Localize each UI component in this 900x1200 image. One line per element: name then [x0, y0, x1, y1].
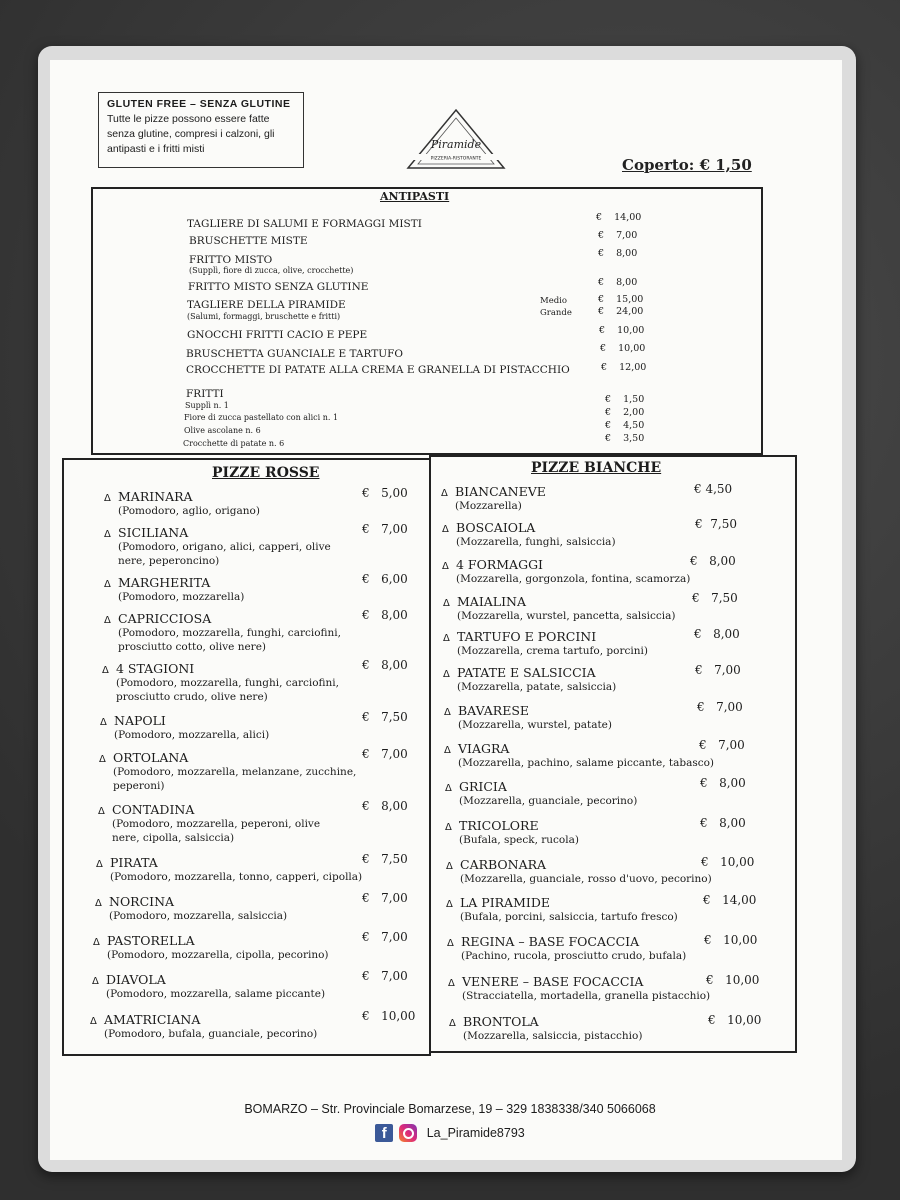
antipasto-name: TAGLIERE DI SALUMI E FORMAGGI MISTI — [187, 218, 422, 230]
triangle-icon: Δ — [441, 488, 448, 499]
antipasto-name: GNOCCHI FRITTI CACIO E PEPE — [187, 329, 368, 341]
gluten-free-notice — [98, 92, 304, 168]
fritti-title: FRITTI — [186, 388, 224, 400]
pizza-price: € 7,00 — [695, 663, 741, 677]
fritto-price: € 3,50 — [605, 433, 645, 444]
pizza-price: € 10,00 — [704, 933, 758, 947]
pizza-item — [446, 895, 678, 924]
pizza-ingredients: (Mozzarella, guanciale, rosso d'uovo, pecorino) — [460, 873, 712, 885]
antipasto-name: TAGLIERE DELLA PIRAMIDE — [187, 299, 346, 311]
pizza-ingredients: (Pomodoro, mozzarella, cipolla, pecorino) — [107, 949, 329, 961]
pizza-name: SICILIANA — [118, 525, 189, 540]
fritto-price: € 1,50 — [605, 394, 645, 405]
pizza-price: € 8,00 — [694, 627, 740, 641]
pizza-item — [442, 557, 690, 586]
pizza-item — [441, 484, 546, 513]
pizza-price: € 10,00 — [701, 855, 755, 869]
pizza-ingredients: (Mozzarella, salsiccia, pistacchio) — [463, 1030, 643, 1042]
antipasti-title: ANTIPASTI — [380, 190, 450, 203]
pizza-price: € 6,00 — [362, 572, 408, 586]
triangle-icon: Δ — [448, 978, 455, 989]
pizza-name: LA PIRAMIDE — [460, 895, 550, 910]
triangle-icon: Δ — [446, 861, 453, 872]
antipasto-price: € 14,00 — [596, 212, 642, 223]
pizza-item — [445, 779, 637, 808]
gluten-free-title: GLUTEN FREE – SENZA GLUTINE — [107, 98, 291, 110]
triangle-icon: Δ — [446, 899, 453, 910]
triangle-icon: Δ — [104, 579, 111, 590]
instagram-handle[interactable]: La_Piramide8793 — [426, 1126, 525, 1140]
pizza-name: MARINARA — [118, 489, 193, 504]
antipasto-name: CROCCHETTE DI PATATE ALLA CREMA E GRANELLA DI PISTACCHIO — [186, 364, 570, 376]
pizza-item — [100, 713, 269, 742]
pizza-name: ORTOLANA — [113, 750, 189, 765]
pizza-ingredients: (Pomodoro, aglio, origano) — [118, 505, 260, 517]
pizza-ingredients: (Mozzarella, wurstel, patate) — [458, 719, 612, 731]
antipasto-price: € 10,00 — [600, 343, 646, 354]
pizza-name: VENERE – BASE FOCACCIA — [462, 974, 644, 989]
pizza-price: € 7,50 — [692, 591, 738, 605]
pizza-name: BRONTOLA — [463, 1014, 539, 1029]
pizza-item — [102, 661, 342, 704]
antipasto-price: € 10,00 — [599, 325, 645, 336]
antipasto-name: FRITTO MISTO SENZA GLUTINE — [188, 281, 369, 293]
size-label: Grande — [540, 308, 572, 318]
pizza-name: GRICIA — [459, 779, 507, 794]
pizza-price: € 4,50 — [694, 482, 733, 496]
triangle-icon: Δ — [447, 938, 454, 949]
pizza-price: € 7,00 — [699, 738, 745, 752]
fritto-name: Supplì n. 1 — [185, 401, 229, 410]
pizza-item — [104, 611, 344, 654]
antipasto-price: € 8,00 — [598, 248, 638, 259]
pizza-price: € 8,00 — [362, 799, 408, 813]
antipasto-name: FRITTO MISTO — [189, 254, 273, 266]
pizza-name: REGINA – BASE FOCACCIA — [461, 934, 640, 949]
pizza-price: € 8,00 — [700, 816, 746, 830]
pizza-price: € 8,00 — [362, 608, 408, 622]
pizza-price: € 10,00 — [362, 1009, 416, 1023]
pizza-ingredients: (Bufala, speck, rucola) — [459, 834, 579, 846]
triangle-icon: Δ — [102, 665, 109, 676]
pizza-item — [443, 629, 648, 658]
pizza-item — [99, 750, 359, 793]
triangle-icon: Δ — [104, 493, 111, 504]
pizza-item — [93, 933, 329, 962]
pizza-item — [443, 665, 616, 694]
pizza-ingredients: (Stracciatella, mortadella, granella pistacchio) — [462, 990, 711, 1002]
pizza-ingredients: (Mozzarella, guanciale, pecorino) — [459, 795, 638, 807]
antipasto-price: € 7,00 — [598, 230, 638, 241]
pizza-item — [445, 818, 579, 847]
pizza-item — [446, 857, 712, 886]
pizza-ingredients: (Mozzarella, pachino, salame piccante, tabasco) — [458, 757, 715, 769]
pizza-name: NORCINA — [109, 894, 175, 909]
pizza-price: € 8,00 — [700, 776, 746, 790]
triangle-icon: Δ — [443, 669, 450, 680]
pizza-item — [447, 934, 686, 963]
pizza-name: PASTORELLA — [107, 933, 195, 948]
pizza-name: PATATE E SALSICCIA — [457, 665, 596, 680]
footer-social — [0, 1124, 900, 1142]
logo-subtitle: PIZZERIA-RISTORANTE — [430, 156, 482, 162]
antipasto-description: (Supplì, fiore di zucca, olive, crocchette) — [189, 266, 354, 275]
pizza-ingredients: (Mozzarella, wurstel, pancetta, salsiccia) — [457, 610, 676, 622]
logo-name: Piramide — [430, 138, 482, 151]
triangle-icon: Δ — [444, 745, 451, 756]
instagram-icon[interactable] — [399, 1124, 417, 1142]
triangle-icon: Δ — [443, 633, 450, 644]
pizza-name: MAIALINA — [457, 594, 526, 609]
fritto-name: Fiore di zucca pastellato con alici n. 1 — [184, 413, 339, 422]
pizza-ingredients: (Pomodoro, mozzarella, salame piccante) — [106, 988, 326, 1000]
triangle-icon: Δ — [98, 806, 105, 817]
antipasto-price: € 15,00 — [598, 294, 644, 305]
antipasto-description: (Salumi, formaggi, bruschette e fritti) — [187, 312, 341, 321]
coperto-price: Coperto: € 1,50 — [622, 156, 752, 174]
pizza-ingredients: (Pomodoro, mozzarella, peperoni, olive nere, cipolla, salsiccia) — [112, 818, 321, 844]
pizza-ingredients: (Pomodoro, mozzarella, funghi, carciofini, prosciutto crudo, olive nere) — [116, 677, 339, 703]
pizza-name: NAPOLI — [114, 713, 166, 728]
triangle-icon: Δ — [100, 717, 107, 728]
triangle-icon: Δ — [93, 937, 100, 948]
triangle-icon: Δ — [442, 561, 449, 572]
triangle-icon: Δ — [442, 524, 449, 535]
fritto-price: € 4,50 — [605, 420, 645, 431]
pizza-price: € 8,00 — [690, 554, 736, 568]
facebook-icon[interactable]: f — [375, 1124, 393, 1142]
pizza-price: € 14,00 — [703, 893, 757, 907]
fritto-name: Crocchette di patate n. 6 — [183, 439, 285, 448]
piramide-logo — [404, 108, 508, 172]
pizza-ingredients: (Mozzarella, crema tartufo, porcini) — [457, 645, 648, 657]
gluten-free-line: Tutte le pizze possono essere fatte — [107, 113, 270, 125]
pizza-ingredients: (Pomodoro, mozzarella, funghi, carciofini, prosciutto cotto, olive nere) — [118, 627, 341, 653]
pizza-item — [449, 1014, 642, 1043]
pizza-ingredients: (Mozzarella, patate, salsiccia) — [457, 681, 617, 693]
antipasto-price: € 8,00 — [598, 277, 638, 288]
pizza-item — [444, 741, 714, 770]
pizza-price: € 7,50 — [695, 517, 737, 531]
pizza-ingredients: (Bufala, porcini, salsiccia, tartufo fresco) — [460, 911, 678, 923]
pizza-item — [90, 1012, 317, 1041]
pizza-price: € 7,50 — [362, 852, 408, 866]
triangle-icon: Δ — [90, 1016, 97, 1027]
pizza-name: BAVARESE — [458, 703, 530, 718]
triangle-icon: Δ — [444, 707, 451, 718]
triangle-icon: Δ — [99, 754, 106, 765]
pizza-name: 4 FORMAGGI — [456, 557, 543, 572]
pizza-ingredients: (Pomodoro, mozzarella, melanzane, zucchine, peperoni) — [113, 766, 357, 792]
pizza-name: AMATRICIANA — [104, 1012, 201, 1027]
pizza-name: CONTADINA — [112, 802, 195, 817]
pizza-ingredients: (Mozzarella, gorgonzola, fontina, scamorza) — [456, 573, 691, 585]
triangle-icon: Δ — [449, 1018, 456, 1029]
pizza-item — [104, 575, 244, 604]
pizza-ingredients: (Mozzarella, funghi, salsiccia) — [456, 536, 616, 548]
pizza-price: € 7,00 — [362, 930, 408, 944]
triangle-icon: Δ — [443, 598, 450, 609]
gluten-free-line: senza glutine, compresi i calzoni, gli — [107, 128, 275, 140]
fritto-name: Olive ascolane n. 6 — [184, 426, 261, 435]
pizza-name: CARBONARA — [460, 857, 547, 872]
pizza-name: DIAVOLA — [106, 972, 166, 987]
pizza-name: PIRATA — [110, 855, 158, 870]
gluten-free-line: antipasti e i fritti misti — [107, 143, 205, 155]
pizza-name: 4 STAGIONI — [116, 661, 195, 676]
pizza-ingredients: (Pomodoro, mozzarella, salsiccia) — [109, 910, 288, 922]
pizza-item — [96, 855, 362, 884]
pizza-price: € 7,50 — [362, 710, 408, 724]
pizza-ingredients: (Pomodoro, mozzarella, alici) — [114, 729, 270, 741]
pizza-name: TARTUFO E PORCINI — [457, 629, 597, 644]
pizza-price: € 10,00 — [706, 973, 760, 987]
pizza-price: € 8,00 — [362, 658, 408, 672]
pizza-price: € 5,00 — [362, 486, 408, 500]
pizza-ingredients: (Pachino, rucola, prosciutto crudo, bufala) — [461, 950, 687, 962]
antipasto-price: € 12,00 — [601, 362, 647, 373]
pizza-price: € 7,00 — [362, 891, 408, 905]
triangle-icon: Δ — [96, 859, 103, 870]
pizza-item — [448, 974, 710, 1003]
pizza-name: CAPRICCIOSA — [118, 611, 212, 626]
pizze-rosse-title: PIZZE ROSSE — [212, 465, 320, 481]
pizza-item — [98, 802, 348, 845]
pizza-ingredients: (Pomodoro, bufala, guanciale, pecorino) — [104, 1028, 318, 1040]
pizza-item — [92, 972, 325, 1001]
pizza-ingredients: (Pomodoro, mozzarella) — [118, 591, 245, 603]
pizza-name: VIAGRA — [458, 741, 510, 756]
pizza-item — [442, 520, 616, 549]
triangle-icon: Δ — [445, 783, 452, 794]
pizza-price: € 7,00 — [697, 700, 743, 714]
pizza-item — [444, 703, 612, 732]
triangle-icon: Δ — [95, 898, 102, 909]
size-label: Medio — [540, 296, 568, 306]
pizza-ingredients: (Pomodoro, mozzarella, tonno, capperi, cipolla) — [110, 871, 363, 883]
fritto-price: € 2,00 — [605, 407, 645, 418]
antipasto-price: € 24,00 — [598, 306, 644, 317]
footer-address: BOMARZO – Str. Provinciale Bomarzese, 19 – 329 1838338/340 5066068 — [244, 1102, 656, 1116]
pizza-price: € 10,00 — [708, 1013, 762, 1027]
pizza-name: MARGHERITA — [118, 575, 211, 590]
pizza-ingredients: (Pomodoro, origano, alici, capperi, olive nere, peperoncino) — [118, 541, 331, 567]
pizza-name: TRICOLORE — [459, 818, 539, 833]
pizza-item — [95, 894, 287, 923]
triangle-icon: Δ — [92, 976, 99, 987]
pizza-price: € 7,00 — [362, 969, 408, 983]
pizza-item — [104, 489, 260, 518]
pizza-item — [443, 594, 675, 623]
pizza-name: BOSCAIOLA — [456, 520, 536, 535]
pizza-name: BIANCANEVE — [455, 484, 546, 499]
triangle-icon: Δ — [104, 615, 111, 626]
pizza-item — [104, 525, 354, 568]
triangle-icon: Δ — [445, 822, 452, 833]
antipasto-name: BRUSCHETTA GUANCIALE E TARTUFO — [186, 348, 403, 360]
triangle-icon: Δ — [104, 529, 111, 540]
pizze-bianche-title: PIZZE BIANCHE — [531, 460, 662, 476]
pizza-ingredients: (Mozzarella) — [455, 500, 522, 512]
pizza-price: € 7,00 — [362, 522, 408, 536]
pizza-price: € 7,00 — [362, 747, 408, 761]
antipasto-name: BRUSCHETTE MISTE — [189, 235, 308, 247]
